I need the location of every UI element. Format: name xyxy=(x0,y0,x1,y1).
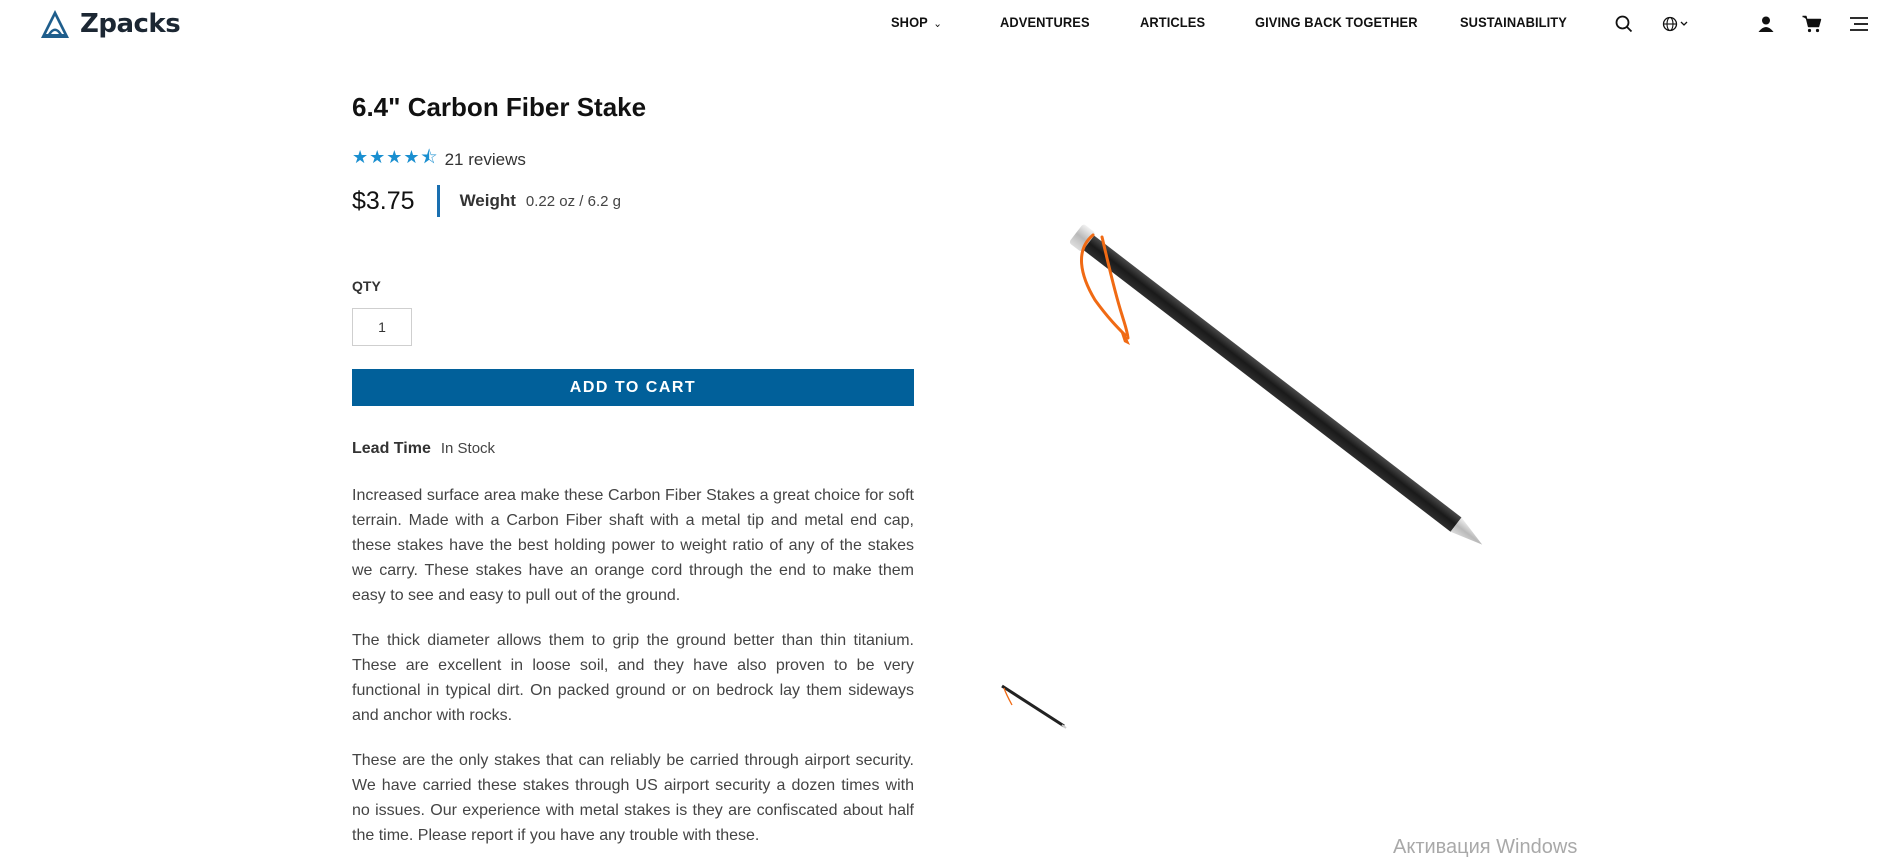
product-price: $3.75 xyxy=(352,186,415,215)
lead-time xyxy=(352,440,495,458)
nav-shop[interactable] xyxy=(891,14,942,30)
weight-label: Weight xyxy=(459,191,516,210)
logo-text: Zpacks xyxy=(80,9,181,39)
description-paragraph: The thick diameter allows them to grip the ground better than thin titanium. These are excellent in loose soil, and they have also proven to be very functional in typical dirt. On packed ground or on bedrock lay them sideways and anchor with rocks. xyxy=(352,632,914,724)
account-icon[interactable] xyxy=(1754,12,1778,36)
rating-stars-icon: ★★★★⯪ xyxy=(352,147,439,167)
carbon-stake-image xyxy=(1030,190,1510,550)
add-to-cart-button[interactable]: ADD TO CART xyxy=(352,369,914,406)
cart-icon[interactable] xyxy=(1800,12,1824,36)
search-icon[interactable] xyxy=(1612,12,1636,36)
description-paragraph: These are the only stakes that can reliably be carried through airport security. We have carried these stakes through US airport security a dozen times with no issues. Our experience with metal stakes is they are confiscated about half the time. Please report if you have any trouble with these. xyxy=(352,752,914,844)
lead-time-value: In Stock xyxy=(440,440,496,457)
nav-shop-label: SHOP xyxy=(891,14,928,30)
description-paragraph: Increased surface area make these Carbon Fiber Stakes a great choice for soft terrain. Made with a Carbon Fiber shaft with a metal tip and metal end cap, these stakes have the best holding power to weight ratio of any of the stakes we carry. These stakes have an orange cord through the end to make them easy to see and easy to pull out of the ground. xyxy=(352,487,914,604)
nav-articles[interactable]: ARTICLES xyxy=(1140,14,1206,30)
globe-icon[interactable] xyxy=(1660,12,1694,36)
nav-adventures[interactable]: ADVENTURES xyxy=(1000,14,1090,30)
zpacks-logo-icon xyxy=(38,7,72,41)
price-divider xyxy=(437,185,440,217)
reviews-link[interactable]: 21 reviews xyxy=(444,150,526,169)
product-main-image[interactable] xyxy=(1030,190,1510,550)
nav-giving-back-together[interactable]: GIVING BACK TOGETHER xyxy=(1255,14,1418,30)
logo[interactable] xyxy=(38,6,180,42)
lead-time-label: Lead Time xyxy=(352,440,431,457)
price-row xyxy=(352,184,621,218)
product-thumbnail[interactable] xyxy=(1000,680,1070,732)
product-title: 6.4" Carbon Fiber Stake xyxy=(352,92,647,122)
product-rating[interactable] xyxy=(352,145,526,175)
site-header xyxy=(0,0,1884,48)
windows-activation-watermark: Активация Windows xyxy=(1393,836,1578,858)
chevron-down-icon: ⌄ xyxy=(933,18,942,30)
qty-label: QTY xyxy=(352,278,381,294)
menu-icon[interactable] xyxy=(1847,12,1871,36)
quantity-input[interactable] xyxy=(352,308,412,346)
carbon-stake-thumbnail-image xyxy=(1000,680,1070,732)
weight-value: 0.22 oz / 6.2 g xyxy=(525,192,621,210)
nav-sustainability[interactable]: SUSTAINABILITY xyxy=(1460,14,1567,30)
